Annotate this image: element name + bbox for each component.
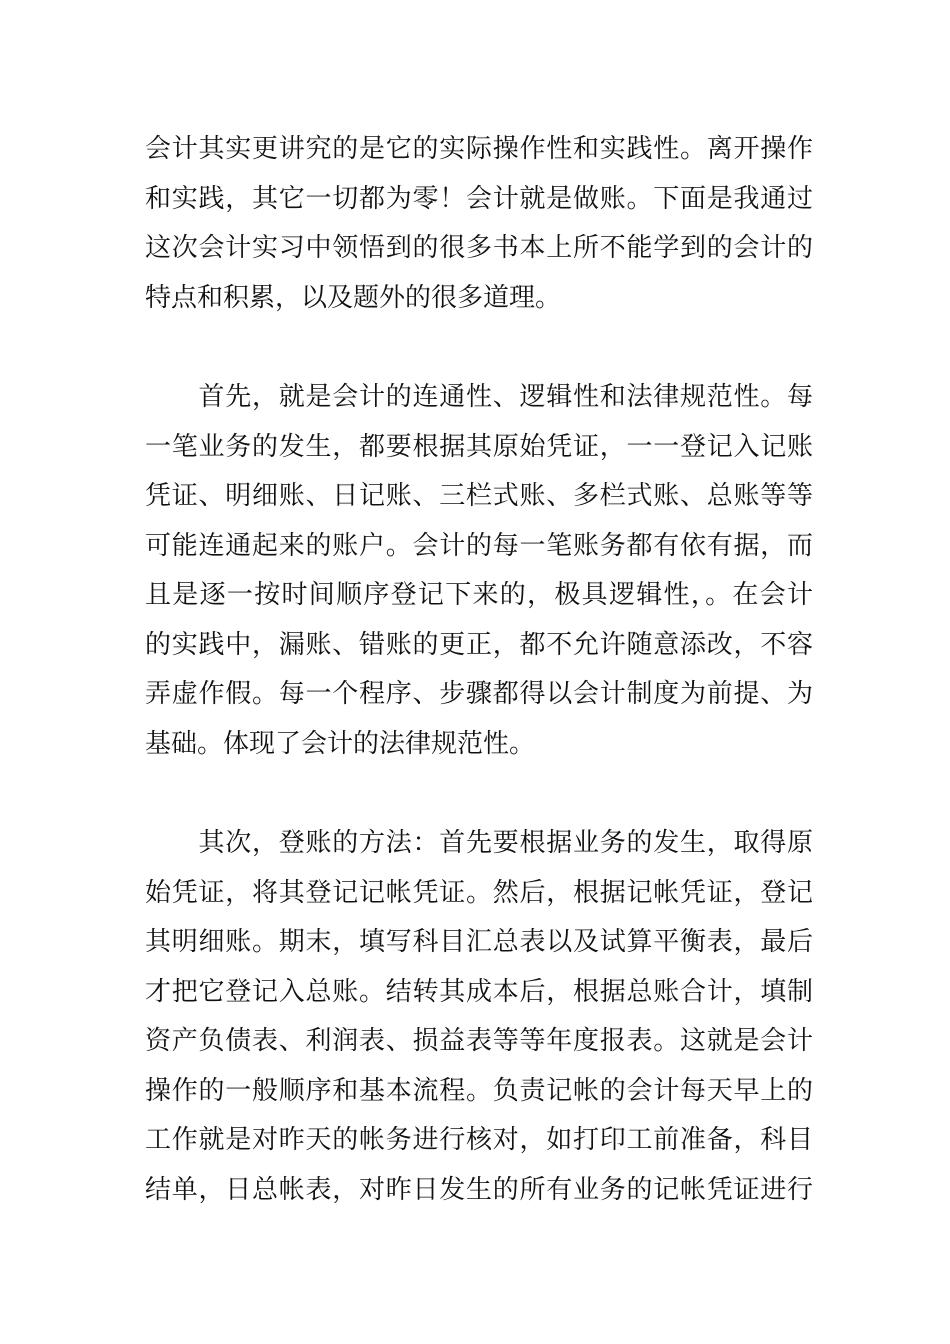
text-line: 且是逐一按时间顺序登记下来的，极具逻辑性，。在会计	[145, 580, 813, 610]
text-line: 始凭证，将其登记记帐凭证。然后，根据记帐凭证，登记	[145, 877, 813, 908]
text-line: 特点和积累，以及题外的很多道理。	[145, 282, 562, 313]
text-line: 这次会计实习中领悟到的很多书本上所不能学到的会计的	[145, 233, 813, 263]
text-line: 一笔业务的发生，都要根据其原始凭证，一一登记入记账	[145, 431, 813, 462]
paragraph-first-point	[145, 373, 813, 769]
text-line: 的实践中，漏账、错账的更正，都不允许随意添改，不容	[145, 629, 813, 660]
text-line: 首先，就是会计的连通性、逻辑性和法律规范性。每	[145, 382, 813, 412]
text-line: 凭证、明细账、日记账、三栏式账、多栏式账、总账等等	[145, 481, 813, 511]
text-line: 弄虚作假。每一个程序、步骤都得以会计制度为前提、为	[145, 679, 813, 709]
paragraph-intro	[145, 125, 813, 323]
text-line: 资产负债表、利润表、损益表等等年度报表。这就是会计	[145, 1026, 813, 1056]
text-line: 工作就是对昨天的帐务进行核对，如打印工前准备，科目	[145, 1125, 813, 1155]
text-line: 会计其实更讲究的是它的实际操作性和实践性。离开操作	[145, 134, 813, 164]
text-line: 才把它登记入总账。结转其成本后，根据总账合计，填制	[145, 976, 813, 1007]
text-line: 操作的一般顺序和基本流程。负责记帐的会计每天早上的	[145, 1075, 813, 1106]
text-line: 可能连通起来的账户。会计的每一笔账务都有依有据，而	[145, 530, 813, 561]
text-line: 和实践，其它一切都为零！会计就是做账。下面是我通过	[145, 183, 813, 214]
text-line: 其次，登账的方法：首先要根据业务的发生，取得原	[145, 828, 813, 858]
text-line: 其明细账。期末，填写科目汇总表以及试算平衡表，最后	[145, 927, 813, 957]
paragraph-second-point	[145, 819, 813, 1215]
text-line: 基础。体现了会计的法律规范性。	[145, 728, 536, 759]
text-line: 结单，日总帐表，对昨日发生的所有业务的记帐凭证进行	[145, 1174, 813, 1205]
